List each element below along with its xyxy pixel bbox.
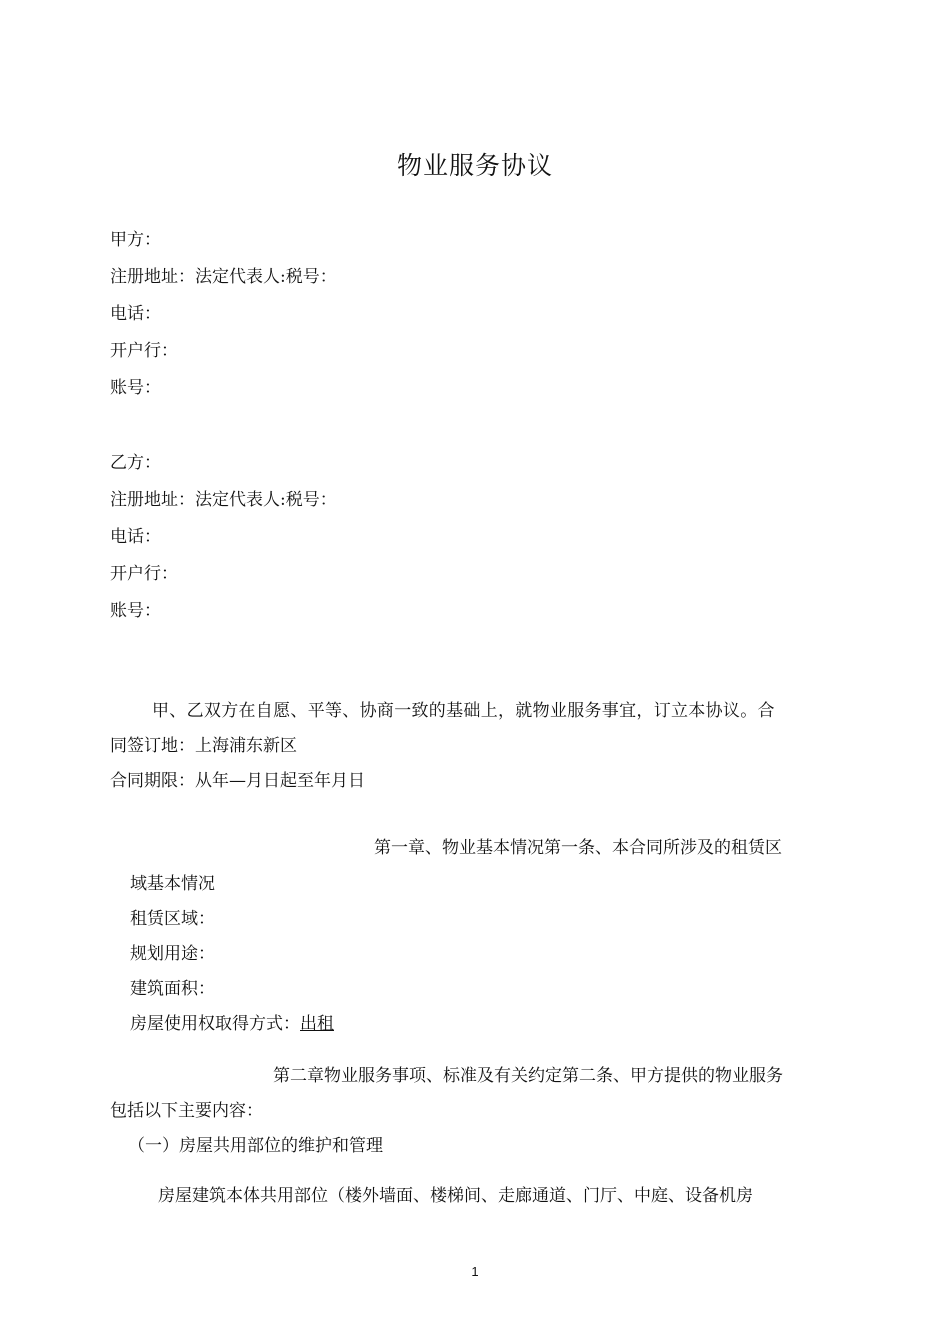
party-b-account: 账号：	[110, 601, 161, 621]
chapter-1-heading-cont: 域基本情况	[130, 874, 215, 894]
use-right-value: 出租	[300, 1014, 334, 1034]
intro-line-3: 合同期限：从年—月日起至年月日	[110, 771, 365, 791]
use-right-label: 房屋使用权取得方式：	[130, 1014, 300, 1034]
party-b-phone: 电话：	[110, 527, 161, 547]
party-a-bank: 开户行：	[110, 341, 178, 361]
party-a-phone: 电话：	[110, 304, 161, 324]
leased-area-label: 租赁区域：	[130, 909, 215, 929]
chapter-1-heading: 第一章、物业基本情况第一条、本合同所涉及的租赁区	[374, 838, 782, 858]
party-a-account: 账号：	[110, 378, 161, 398]
chapter-2-heading-cont: 包括以下主要内容：	[110, 1101, 263, 1121]
use-right-line	[130, 1013, 334, 1035]
party-b-label: 乙方：	[110, 453, 161, 473]
document-title: 物业服务协议	[396, 151, 553, 180]
intro-line-1: 甲、乙双方在自愿、平等、协商一致的基础上，就物业服务事宜，订立本协议。合	[152, 701, 775, 721]
page-number: 1	[471, 1264, 479, 1279]
chapter-2-item-1: （一）房屋共用部位的维护和管理	[128, 1136, 383, 1156]
planned-usage-label: 规划用途：	[130, 944, 215, 964]
party-a-label: 甲方：	[110, 230, 161, 250]
party-a-address-line: 注册地址：法定代表人:税号：	[110, 267, 337, 287]
chapter-2-heading: 第二章物业服务事项、标准及有关约定第二条、甲方提供的物业服务	[273, 1066, 783, 1086]
party-b-address-line: 注册地址：法定代表人:税号：	[110, 490, 337, 510]
chapter-2-paragraph-1: 房屋建筑本体共用部位（楼外墙面、楼梯间、走廊通道、门厅、中庭、设备机房	[158, 1186, 753, 1206]
floor-area-label: 建筑面积：	[130, 979, 215, 999]
intro-line-2: 同签订地：上海浦东新区	[110, 736, 297, 756]
party-b-bank: 开户行：	[110, 564, 178, 584]
